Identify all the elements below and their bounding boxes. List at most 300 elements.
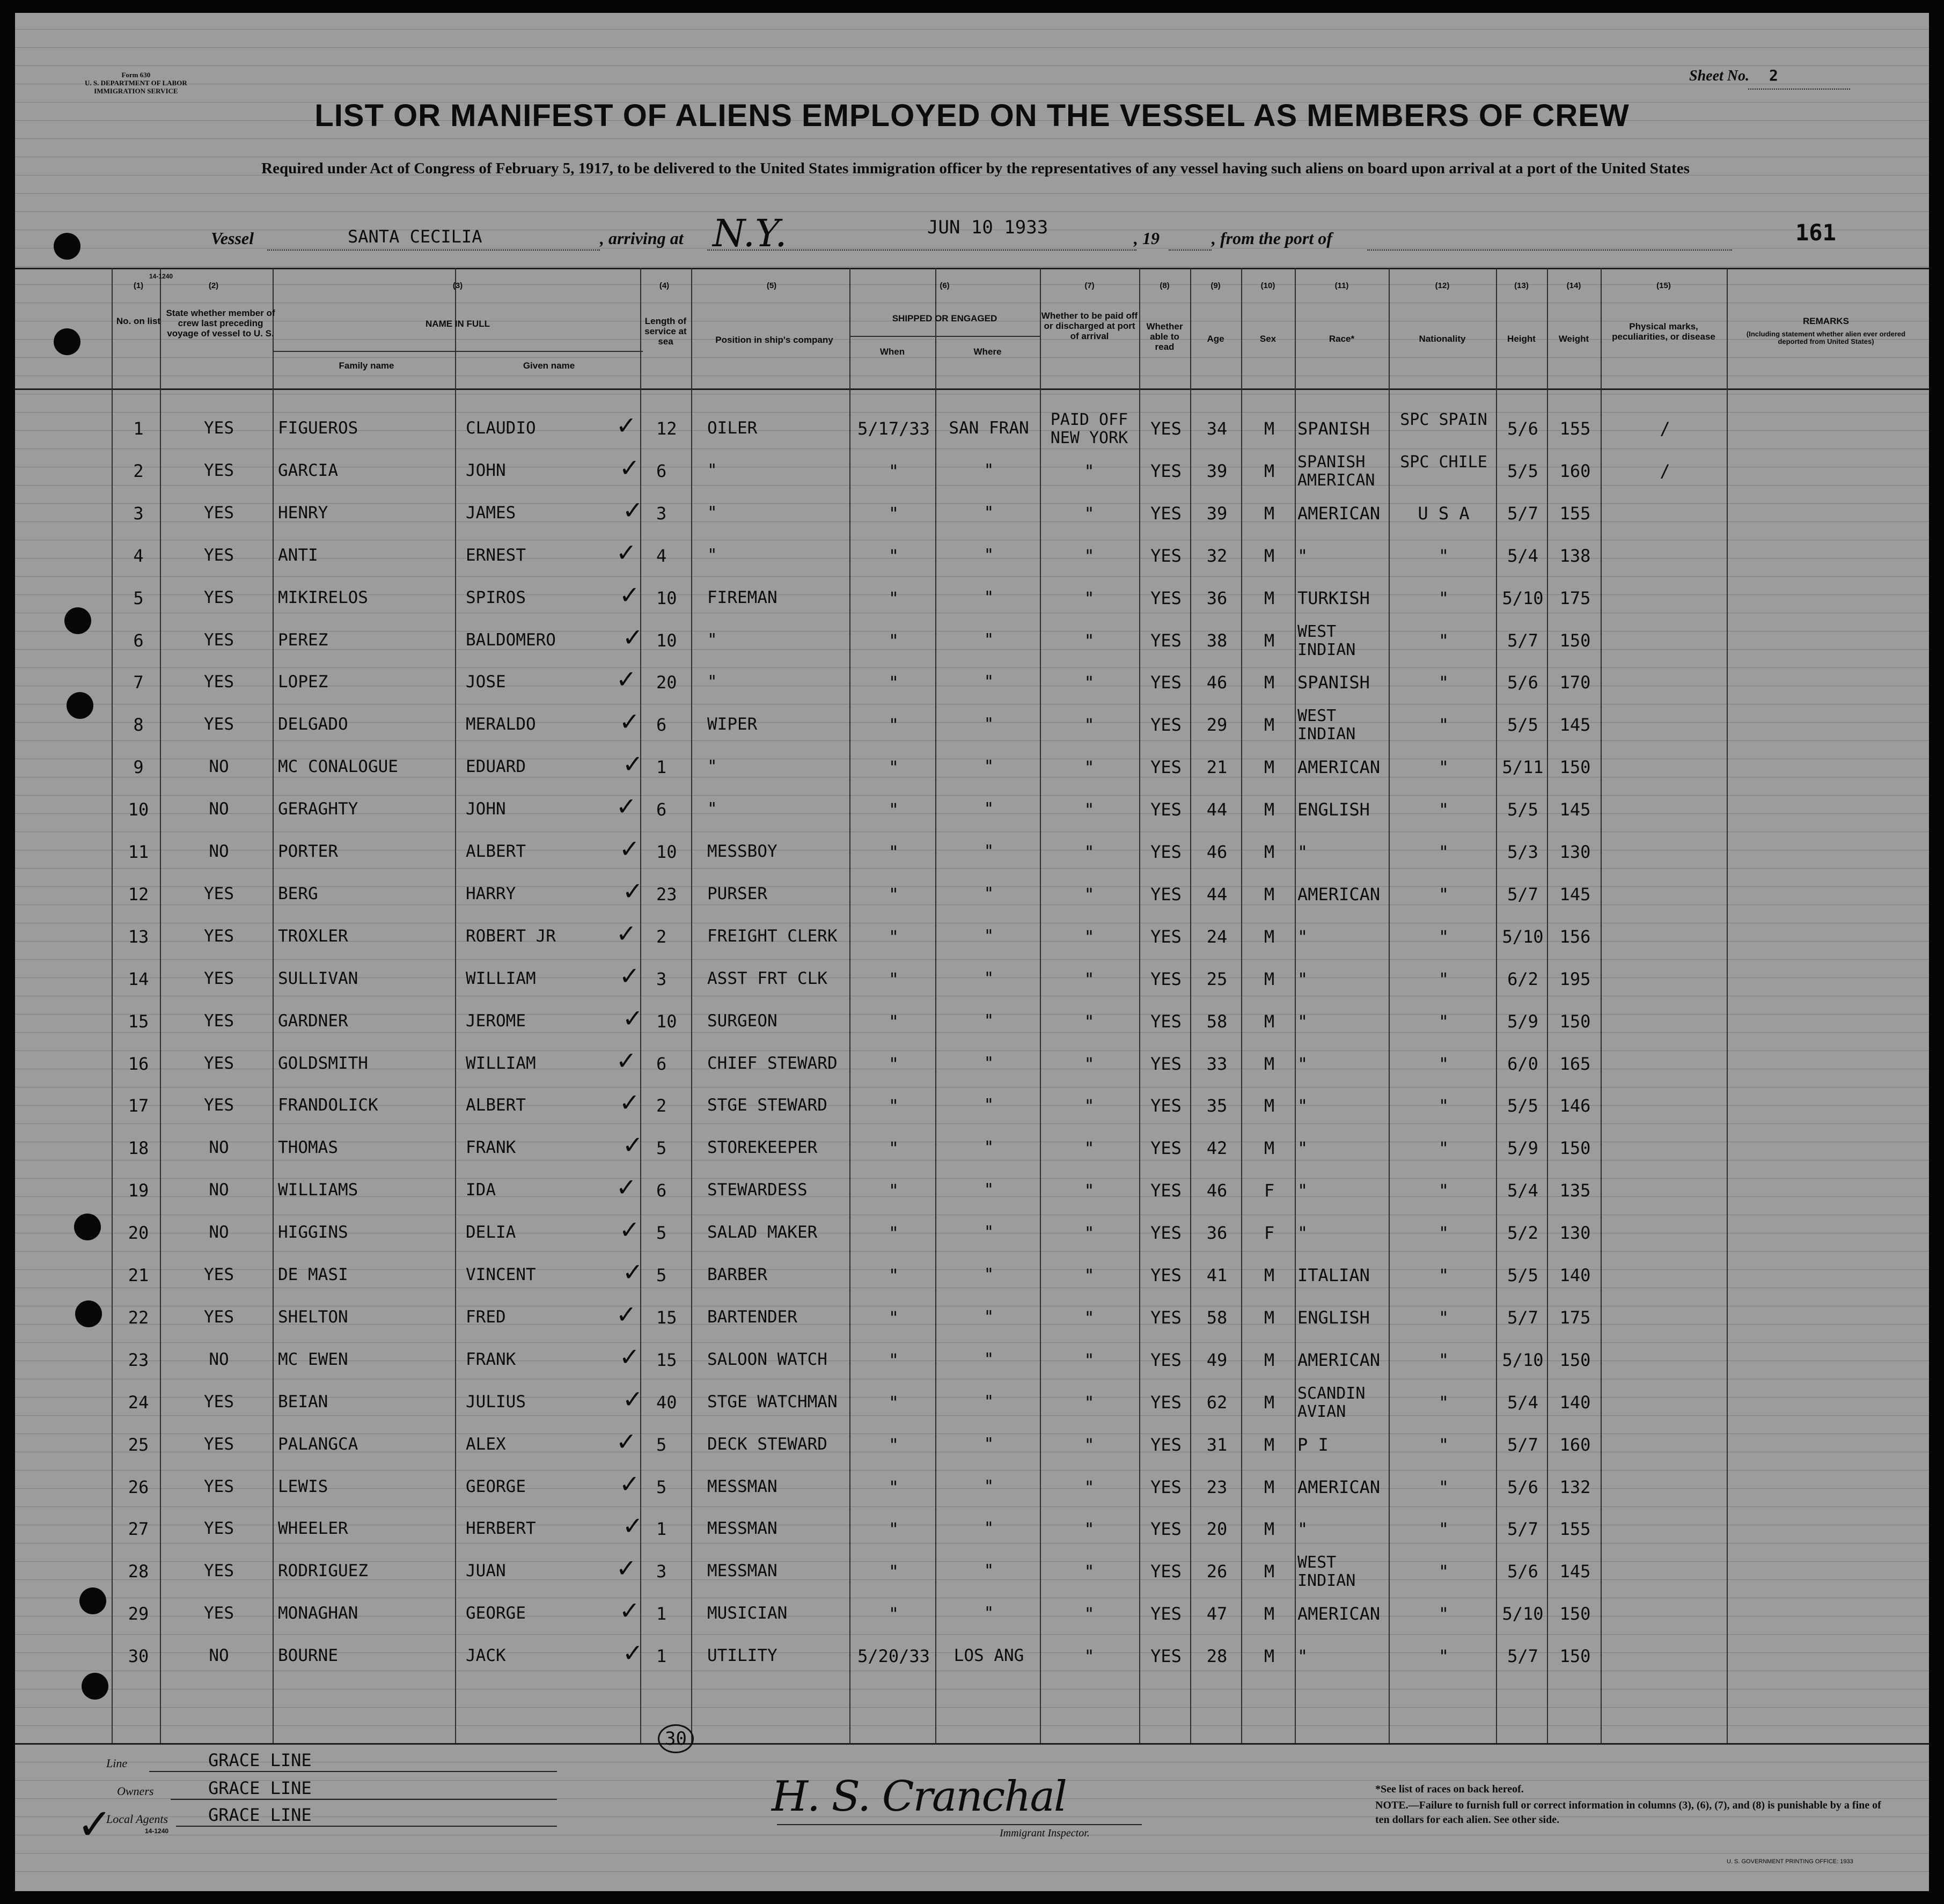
row-number: 27 — [128, 1519, 149, 1540]
race: AMERICAN — [1297, 1604, 1381, 1624]
height: 5/5 — [1507, 1265, 1538, 1285]
previous-voyage: YES — [204, 1307, 234, 1327]
shipped-where: " — [984, 842, 994, 861]
shipped-when: " — [888, 1349, 899, 1370]
row-number: 15 — [128, 1011, 149, 1032]
table-row — [15, 1004, 1929, 1046]
position: SALAD MAKER — [707, 1223, 818, 1243]
weight: 130 — [1559, 842, 1591, 862]
able-to-read: YES — [1150, 757, 1182, 778]
position: PURSER — [707, 884, 767, 903]
given-name: IDA — [466, 1180, 496, 1200]
age: 31 — [1206, 1434, 1228, 1455]
family-name: MIKIRELOS — [278, 587, 368, 607]
able-to-read: YES — [1150, 715, 1182, 736]
row-number: 2 — [133, 460, 144, 481]
given-name: JOSE — [466, 672, 506, 692]
age: 44 — [1206, 799, 1228, 820]
service-years: 5 — [656, 1138, 667, 1159]
row-number: 23 — [128, 1349, 149, 1370]
table-row — [15, 453, 1929, 495]
inspector-label: Immigrant Inspector. — [1000, 1827, 1090, 1839]
family-name: MC CONALOGUE — [278, 757, 398, 777]
height: 5/7 — [1507, 503, 1538, 524]
height: 6/0 — [1507, 1053, 1538, 1074]
given-name: EDUARD — [466, 757, 526, 777]
family-name: RODRIGUEZ — [278, 1561, 368, 1581]
nationality: " — [1438, 884, 1449, 905]
paid-off: " — [1084, 1138, 1095, 1159]
weight: 150 — [1559, 1646, 1591, 1667]
check-mark-icon: ✓ — [619, 580, 640, 609]
previous-voyage: YES — [204, 503, 234, 523]
service-years: 2 — [656, 926, 667, 947]
previous-voyage: NO — [209, 757, 229, 777]
service-years: 4 — [656, 545, 667, 566]
previous-voyage: YES — [204, 1519, 234, 1539]
race: " — [1297, 1011, 1308, 1032]
check-mark-icon: ✓ — [616, 538, 637, 567]
table-row — [15, 919, 1929, 961]
table-row — [15, 1638, 1929, 1680]
position: FIREMAN — [707, 587, 777, 607]
height: 5/2 — [1507, 1223, 1538, 1244]
weight: 150 — [1559, 1138, 1591, 1159]
table-row — [15, 1300, 1929, 1342]
height: 5/5 — [1507, 715, 1538, 736]
col-header-sex: Sex — [1259, 334, 1277, 344]
shipped-where: " — [984, 503, 994, 523]
age: 44 — [1206, 884, 1228, 905]
age: 38 — [1206, 630, 1228, 651]
nationality: " — [1438, 1349, 1449, 1370]
nationality: " — [1438, 1053, 1449, 1074]
position: OILER — [707, 418, 758, 438]
family-name: GOLDSMITH — [278, 1053, 368, 1073]
previous-voyage: NO — [209, 1349, 229, 1369]
race: SPANISH — [1297, 418, 1370, 439]
col-header-previous-voyage: State whether member of crew last preceding voyage of vessel to U. S. — [166, 308, 275, 339]
height: 5/7 — [1507, 1434, 1538, 1455]
table-row — [15, 411, 1929, 453]
position: BARTENDER — [707, 1307, 797, 1327]
col-header-physical-marks: Physical marks, peculiarities, or disease — [1612, 321, 1715, 342]
position: MESSBOY — [707, 842, 777, 861]
weight: 170 — [1559, 672, 1591, 693]
able-to-read: YES — [1150, 545, 1182, 566]
height: 5/6 — [1507, 1561, 1538, 1582]
table-row — [15, 834, 1929, 876]
row-number: 5 — [133, 587, 144, 608]
table-row — [15, 1342, 1929, 1384]
ruling-line — [15, 193, 1929, 194]
nationality: " — [1438, 799, 1449, 820]
col-header-height: Height — [1507, 334, 1536, 344]
row-number: 12 — [128, 884, 149, 905]
family-name: DELGADO — [278, 715, 348, 734]
sex: M — [1264, 1011, 1275, 1032]
nationality: " — [1438, 1646, 1449, 1667]
race: AMERICAN — [1297, 1349, 1381, 1370]
family-name: WILLIAMS — [278, 1180, 358, 1200]
race: TURKISH — [1297, 587, 1370, 608]
shipped-where: " — [984, 1604, 994, 1623]
position: ASST FRT CLK — [707, 968, 827, 988]
position: FREIGHT CLERK — [707, 926, 838, 946]
height: 5/5 — [1507, 1096, 1538, 1116]
row-number: 8 — [133, 715, 144, 736]
table-row — [15, 1469, 1929, 1511]
service-years: 10 — [656, 1011, 677, 1032]
races-note: *See list of races on back hereof. — [1375, 1783, 1524, 1795]
shipped-where: " — [984, 545, 994, 565]
nationality: " — [1438, 1604, 1449, 1624]
row-number: 3 — [133, 503, 144, 524]
family-name: BEIAN — [278, 1392, 328, 1412]
family-name: FIGUEROS — [278, 418, 358, 438]
given-name: ROBERT JR — [466, 926, 556, 946]
service-years: 1 — [656, 1604, 667, 1624]
family-name: BOURNE — [278, 1646, 338, 1666]
shipped-where: " — [984, 715, 994, 734]
col-num: (9) — [1211, 281, 1221, 290]
given-name: CLAUDIO — [466, 418, 536, 438]
shipped-where: " — [984, 1561, 994, 1581]
height: 5/7 — [1507, 1646, 1538, 1667]
table-row — [15, 1130, 1929, 1172]
race: AMERICAN — [1297, 757, 1381, 778]
weight: 140 — [1559, 1392, 1591, 1413]
table-row — [15, 1258, 1929, 1299]
row-number: 7 — [133, 672, 144, 693]
shipped-where: " — [984, 968, 994, 988]
position: MESSMAN — [707, 1561, 777, 1581]
able-to-read: YES — [1150, 926, 1182, 947]
nationality: " — [1438, 1265, 1449, 1285]
nationality: " — [1438, 1138, 1449, 1159]
position: UTILITY — [707, 1646, 777, 1666]
given-name: SPIROS — [466, 587, 526, 607]
sex: M — [1264, 1349, 1275, 1370]
sheet-number — [1689, 67, 1778, 85]
height: 5/4 — [1507, 1180, 1538, 1201]
race: SCANDIN AVIAN — [1297, 1384, 1366, 1421]
check-mark-icon: ✓ — [619, 961, 640, 990]
given-name: JAMES — [466, 503, 516, 523]
previous-voyage: NO — [209, 1138, 229, 1158]
line-value: GRACE LINE — [208, 1750, 312, 1770]
page-number: 161 — [1795, 219, 1836, 246]
check-mark-icon: ✓ — [622, 1638, 643, 1668]
col-num: (14) — [1566, 281, 1581, 290]
ruling-line — [15, 266, 1929, 267]
row-number: 17 — [128, 1096, 149, 1116]
height: 6/2 — [1507, 968, 1538, 989]
able-to-read: YES — [1150, 1265, 1182, 1285]
table-row — [15, 1088, 1929, 1130]
race: " — [1297, 1646, 1308, 1667]
position: STEWARDESS — [707, 1180, 808, 1200]
line-label: Line — [106, 1756, 128, 1770]
row-number: 22 — [128, 1307, 149, 1328]
vessel-label: Vessel — [211, 229, 254, 248]
position: MUSICIAN — [707, 1604, 788, 1623]
shipped-when: " — [888, 587, 899, 608]
sex: M — [1264, 926, 1275, 947]
shipped-when: " — [888, 1096, 899, 1116]
weight: 156 — [1559, 926, 1591, 947]
punch-hole — [54, 328, 80, 355]
previous-voyage: YES — [204, 1561, 234, 1581]
age: 26 — [1206, 1561, 1228, 1582]
height: 5/10 — [1502, 587, 1544, 608]
sheet-number-label: Sheet No. — [1689, 68, 1749, 84]
service-name: IMMIGRATION SERVICE — [94, 87, 178, 95]
previous-voyage: YES — [204, 926, 234, 946]
shipped-when: " — [888, 968, 899, 989]
service-years: 5 — [656, 1223, 667, 1244]
weight: 135 — [1559, 1180, 1591, 1201]
form-number: Form 630 — [121, 71, 151, 79]
height: 5/5 — [1507, 799, 1538, 820]
race: " — [1297, 1223, 1308, 1244]
table-row — [15, 623, 1929, 665]
check-mark-icon: ✓ — [622, 1511, 643, 1541]
shipped-where: " — [984, 757, 994, 777]
service-years: 10 — [656, 630, 677, 651]
paid-off: " — [1084, 503, 1095, 524]
col-num: (2) — [208, 281, 219, 290]
age: 33 — [1206, 1053, 1228, 1074]
nationality: " — [1438, 842, 1449, 862]
height: 5/4 — [1507, 1392, 1538, 1413]
race: ITALIAN — [1297, 1265, 1370, 1285]
shipped-where: " — [984, 926, 994, 946]
ruling-line — [15, 357, 1929, 358]
paid-off: " — [1084, 715, 1095, 736]
shipped-where: " — [984, 630, 994, 650]
paid-off: " — [1084, 1434, 1095, 1455]
height: 5/10 — [1502, 926, 1544, 947]
check-mark-icon: ✓ — [622, 749, 643, 779]
given-name: FRANK — [466, 1138, 516, 1158]
shipped-where: " — [984, 1223, 994, 1243]
arriving-port: N.Y. — [713, 211, 787, 255]
page-subtitle: Required under Act of Congress of February 5, 1917, to be delivered to the United States immigration officer by the representatives of any vessel having such aliens on board upon arrival at a port of the United States — [261, 160, 1690, 177]
previous-voyage: YES — [204, 1434, 234, 1454]
check-mark-icon: ✓ — [622, 876, 643, 906]
paid-off: " — [1084, 630, 1095, 651]
height: 5/9 — [1507, 1011, 1538, 1032]
family-name: PALANGCA — [278, 1434, 358, 1454]
check-mark-icon: ✓ — [622, 622, 643, 652]
weight: 155 — [1559, 418, 1591, 439]
weight: 145 — [1559, 799, 1591, 820]
ruling-line — [15, 1707, 1929, 1708]
paid-off: " — [1084, 1561, 1095, 1582]
weight: 130 — [1559, 1223, 1591, 1244]
check-mark-icon: ✓ — [616, 1554, 637, 1583]
check-mark-icon: ✓ — [619, 453, 640, 482]
paid-off: PAID OFF NEW YORK — [1050, 410, 1128, 447]
previous-voyage: YES — [204, 630, 234, 650]
shipped-when: " — [888, 460, 899, 481]
shipped-when: " — [888, 1265, 899, 1285]
col-header-service: Length of service at sea — [644, 316, 687, 347]
service-years: 1 — [656, 1519, 667, 1540]
race: P I — [1297, 1434, 1329, 1455]
check-mark-icon: ✓ — [616, 665, 637, 694]
race: WEST INDIAN — [1297, 1553, 1356, 1591]
ruling-line — [15, 1871, 1929, 1872]
sex: M — [1264, 1604, 1275, 1624]
shipped-when: " — [888, 630, 899, 651]
weight: 160 — [1559, 460, 1591, 481]
row-number: 19 — [128, 1180, 149, 1201]
race: AMERICAN — [1297, 1476, 1381, 1497]
check-mark-icon: ✓ — [622, 1003, 643, 1033]
table-row — [15, 1046, 1929, 1088]
race: " — [1297, 1180, 1308, 1201]
paid-off: " — [1084, 1223, 1095, 1244]
able-to-read: YES — [1150, 1307, 1182, 1328]
table-row — [15, 1215, 1929, 1257]
sex: M — [1264, 1265, 1275, 1285]
service-years: 1 — [656, 1646, 667, 1667]
col-header-name: NAME IN FULL — [426, 319, 490, 329]
given-name: ERNEST — [466, 545, 526, 565]
row-number: 25 — [128, 1434, 149, 1455]
table-row — [15, 1427, 1929, 1469]
weight: 150 — [1559, 1604, 1591, 1624]
col-num: (12) — [1435, 281, 1450, 290]
ruling-line — [15, 1725, 1929, 1726]
check-mark-icon: ✓ — [619, 834, 640, 863]
paid-off: " — [1084, 757, 1095, 778]
check-mark-icon: ✓ — [616, 1299, 637, 1329]
col-header-remarks-note: (Including statement whether alien ever ordered deported from United States) — [1746, 330, 1906, 345]
physical-marks: / — [1660, 418, 1670, 439]
paid-off: " — [1084, 1011, 1095, 1032]
height: 5/6 — [1507, 672, 1538, 693]
ruling-line — [15, 138, 1929, 139]
age: 21 — [1206, 757, 1228, 778]
sex: M — [1264, 1096, 1275, 1116]
vessel-name: SANTA CECILIA — [348, 226, 482, 247]
col-header-paid-off: Whether to be paid off or discharged at port of arrival — [1041, 311, 1138, 341]
age: 62 — [1206, 1392, 1228, 1413]
given-name: WILLIAM — [466, 1053, 536, 1073]
race: AMERICAN — [1297, 503, 1381, 524]
position: WIPER — [707, 715, 758, 734]
col-num: (11) — [1334, 281, 1349, 290]
age: 20 — [1206, 1519, 1228, 1540]
race: " — [1297, 1519, 1308, 1540]
manifest-sheet — [15, 13, 1929, 1891]
height: 5/7 — [1507, 1307, 1538, 1328]
table-row — [15, 1554, 1929, 1596]
position: STOREKEEPER — [707, 1138, 818, 1158]
previous-voyage: YES — [204, 715, 234, 734]
age: 23 — [1206, 1476, 1228, 1497]
race: " — [1297, 1138, 1308, 1159]
check-mark-icon: ✓ — [616, 1046, 637, 1075]
able-to-read: YES — [1150, 1476, 1182, 1497]
ruling-line — [15, 1853, 1929, 1854]
row-number: 30 — [128, 1646, 149, 1667]
service-years: 40 — [656, 1392, 677, 1413]
nationality: " — [1438, 630, 1449, 651]
shipped-where: " — [984, 1476, 994, 1496]
paid-off: " — [1084, 884, 1095, 905]
age: 39 — [1206, 460, 1228, 481]
nationality: " — [1438, 1223, 1449, 1244]
given-name: FRED — [466, 1307, 506, 1327]
nationality: U S A — [1418, 503, 1470, 524]
nationality: " — [1438, 1392, 1449, 1413]
paid-off: " — [1084, 1053, 1095, 1074]
given-name: GEORGE — [466, 1604, 526, 1623]
previous-voyage: NO — [209, 799, 229, 819]
row-number: 29 — [128, 1604, 149, 1624]
shipped-where: " — [984, 460, 994, 480]
shipped-where: " — [984, 1519, 994, 1539]
family-name: LEWIS — [278, 1476, 328, 1496]
family-name: LOPEZ — [278, 672, 328, 692]
family-name: FRANDOLICK — [278, 1096, 378, 1115]
sex: M — [1264, 1561, 1275, 1582]
position: " — [707, 799, 717, 819]
position: STGE STEWARD — [707, 1096, 827, 1115]
table-row — [15, 538, 1929, 580]
weight: 150 — [1559, 757, 1591, 778]
weight: 160 — [1559, 1434, 1591, 1455]
previous-voyage: YES — [204, 1096, 234, 1115]
weight: 145 — [1559, 884, 1591, 905]
paid-off: " — [1084, 968, 1095, 989]
form-identifier — [85, 71, 187, 95]
able-to-read: YES — [1150, 1011, 1182, 1032]
col-header-weight: Weight — [1558, 334, 1589, 344]
position: MESSMAN — [707, 1476, 777, 1496]
shipped-when: " — [888, 926, 899, 947]
shipped-where: " — [984, 1053, 994, 1073]
service-years: 5 — [656, 1434, 667, 1455]
table-row — [15, 580, 1929, 622]
sex: M — [1264, 460, 1275, 481]
sex: M — [1264, 672, 1275, 693]
position: " — [707, 503, 717, 523]
age: 46 — [1206, 1180, 1228, 1201]
row-number: 16 — [128, 1053, 149, 1074]
sheet-number-value: 2 — [1769, 67, 1778, 84]
race: WEST INDIAN — [1297, 707, 1356, 744]
nationality: " — [1438, 926, 1449, 947]
shipped-when: " — [888, 1180, 899, 1201]
family-name: SULLIVAN — [278, 968, 358, 988]
able-to-read: YES — [1150, 884, 1182, 905]
position: DECK STEWARD — [707, 1434, 827, 1454]
col-header-read: Whether able to read — [1146, 321, 1183, 352]
race: WEST INDIAN — [1297, 622, 1356, 659]
able-to-read: YES — [1150, 1392, 1182, 1413]
check-mark-icon: ✓ — [616, 792, 637, 821]
given-name: BALDOMERO — [466, 630, 556, 650]
weight: 150 — [1559, 1349, 1591, 1370]
sex: M — [1264, 418, 1275, 439]
sex: F — [1264, 1180, 1275, 1201]
height: 5/5 — [1507, 460, 1538, 481]
